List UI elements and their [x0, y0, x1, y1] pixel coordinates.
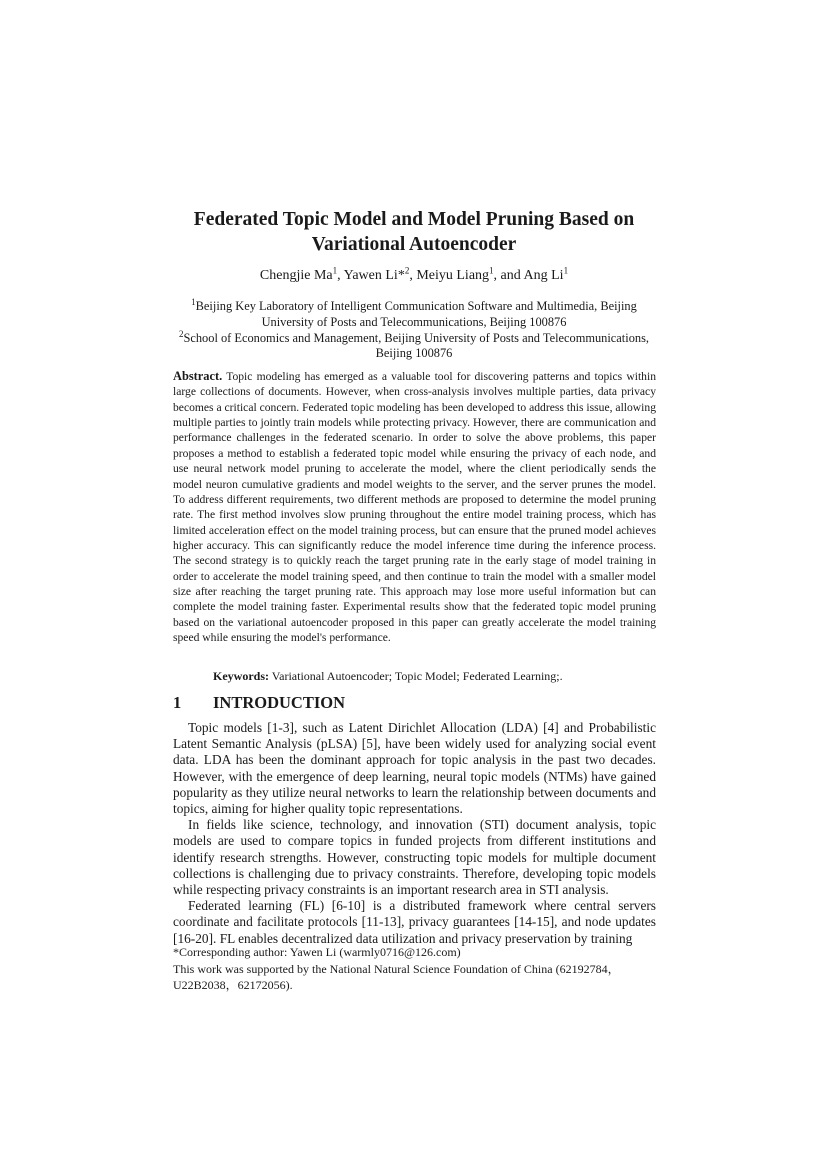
paragraph: Federated learning (FL) [6-10] is a distributed framework where central servers coordinate and facilitate protocols [11-13], privacy guarantees [14-15], and node updates [16-20]. FL enables decentralized data utilization and privacy preservation by training — [173, 898, 656, 946]
keywords-text: Variational Autoencoder; Topic Model; Federated Learning;. — [271, 669, 563, 683]
author-name: Ang Li — [523, 268, 564, 283]
author-affiliation-mark: 1 — [332, 265, 338, 276]
affiliation-text: School of Economics and Management, Beijing University of Posts and Telecommunications, Beijing 100876 — [183, 330, 650, 361]
abstract-label: Abstract. — [173, 369, 223, 383]
author-list — [150, 267, 678, 285]
author-separator: , — [409, 268, 417, 283]
funding-note: This work was supported by the National Natural Science Foundation of China (62192784，U22B2038，62172056). — [173, 961, 620, 992]
author-separator: , and — [493, 268, 524, 283]
abstract — [173, 369, 656, 645]
author-name: Meiyu Liang — [416, 268, 490, 283]
corresponding-author-note: *Corresponding author: Yawen Li (warmly0716@126.com) — [173, 945, 461, 959]
author-name: Chengjie Ma — [259, 268, 333, 283]
keywords — [213, 669, 663, 684]
abstract-text: Topic modeling has emerged as a valuable tool for discovering patterns and topics within large collections of documents. However, when cross-analysis involves multiple parties, data privacy becomes a critical concern. Federated topic modeling has been developed to address this issue, allowing multiple parties to jointly train models while protecting privacy. However, there are communication and performance challenges in the federated scenario. In order to solve the above problems, this paper proposes a method to establish a federated topic model while ensuring the privacy of each node, and use neural network model pruning to accelerate the model, where the client periodically sends the model neuron cumulative gradients and model weights to the server, and the server prunes the model. To address different requirements, two different methods are proposed to determine the model pruning rate. The first method involves slow pruning throughout the entire model training process, which has limited acceleration effect on the model training process, but can ensure that the pruned model achieves higher accuracy. This can significantly reduce the model inference time during the inference process. The second strategy is to quickly reach the target pruning rate in the early stage of model training in order to accelerate the model training speed, and then continue to train the model with a smaller model size after reaching the target pruning rate. This approach may lose more useful information but can complete the model training faster. Experimental results show that the federated topic model pruning based on the variational autoencoder proposed in this paper can greatly accelerate the model training speed while ensuring the model's performance. — [173, 370, 656, 645]
section-number: 1 — [173, 693, 182, 712]
author-affiliation-mark: 1 — [563, 265, 569, 276]
affiliation-text: Beijing Key Laboratory of Intelligent Communication Software and Multimedia, Beijing University of Posts and Telecommunications, Beijing 100876 — [195, 299, 637, 329]
paper-title — [150, 207, 678, 257]
paragraph: Topic models [1-3], such as Latent Dirichlet Allocation (LDA) [4] and Probabilistic Latent Semantic Analysis (pLSA) [5], have been widely used for analyzing social event data. LDA has been the dominant approach for topic analysis in the past two decades. However, with the emergence of deep learning, neural topic models (NTMs) have gained popularity as they utilize neural networks to learn the relationship between documents and topics, aiming for higher quality topic representations. — [173, 720, 656, 817]
footnotes — [173, 944, 656, 994]
author-affiliation-mark: 2 — [404, 265, 410, 276]
affiliation — [168, 328, 660, 363]
author-affiliation-mark: 1 — [489, 265, 494, 276]
affiliation — [168, 296, 660, 331]
affiliation-mark: 1 — [191, 296, 196, 307]
author-name: Yawen Li* — [343, 268, 405, 283]
keywords-label: Keywords: — [213, 669, 269, 683]
paragraph: In fields like science, technology, and innovation (STI) document analysis, topic models are used to compare topics in funded projects from different institutions and identify research strengths. However, constructing topic models for multiple document collections is challenging due to privacy constraints. Therefore, developing topic models while respecting privacy constraints is an important research area in STI analysis. — [173, 817, 656, 898]
affiliation-mark: 2 — [178, 328, 184, 339]
title-line: Federated Topic Model and Model Pruning Based on — [193, 209, 635, 230]
author-separator: , — [337, 268, 344, 283]
introduction-body — [173, 720, 656, 947]
section-title: INTRODUCTION — [213, 693, 346, 712]
section-heading — [173, 693, 656, 713]
affiliations — [168, 296, 660, 362]
title-line: Variational Autoencoder — [311, 234, 517, 255]
